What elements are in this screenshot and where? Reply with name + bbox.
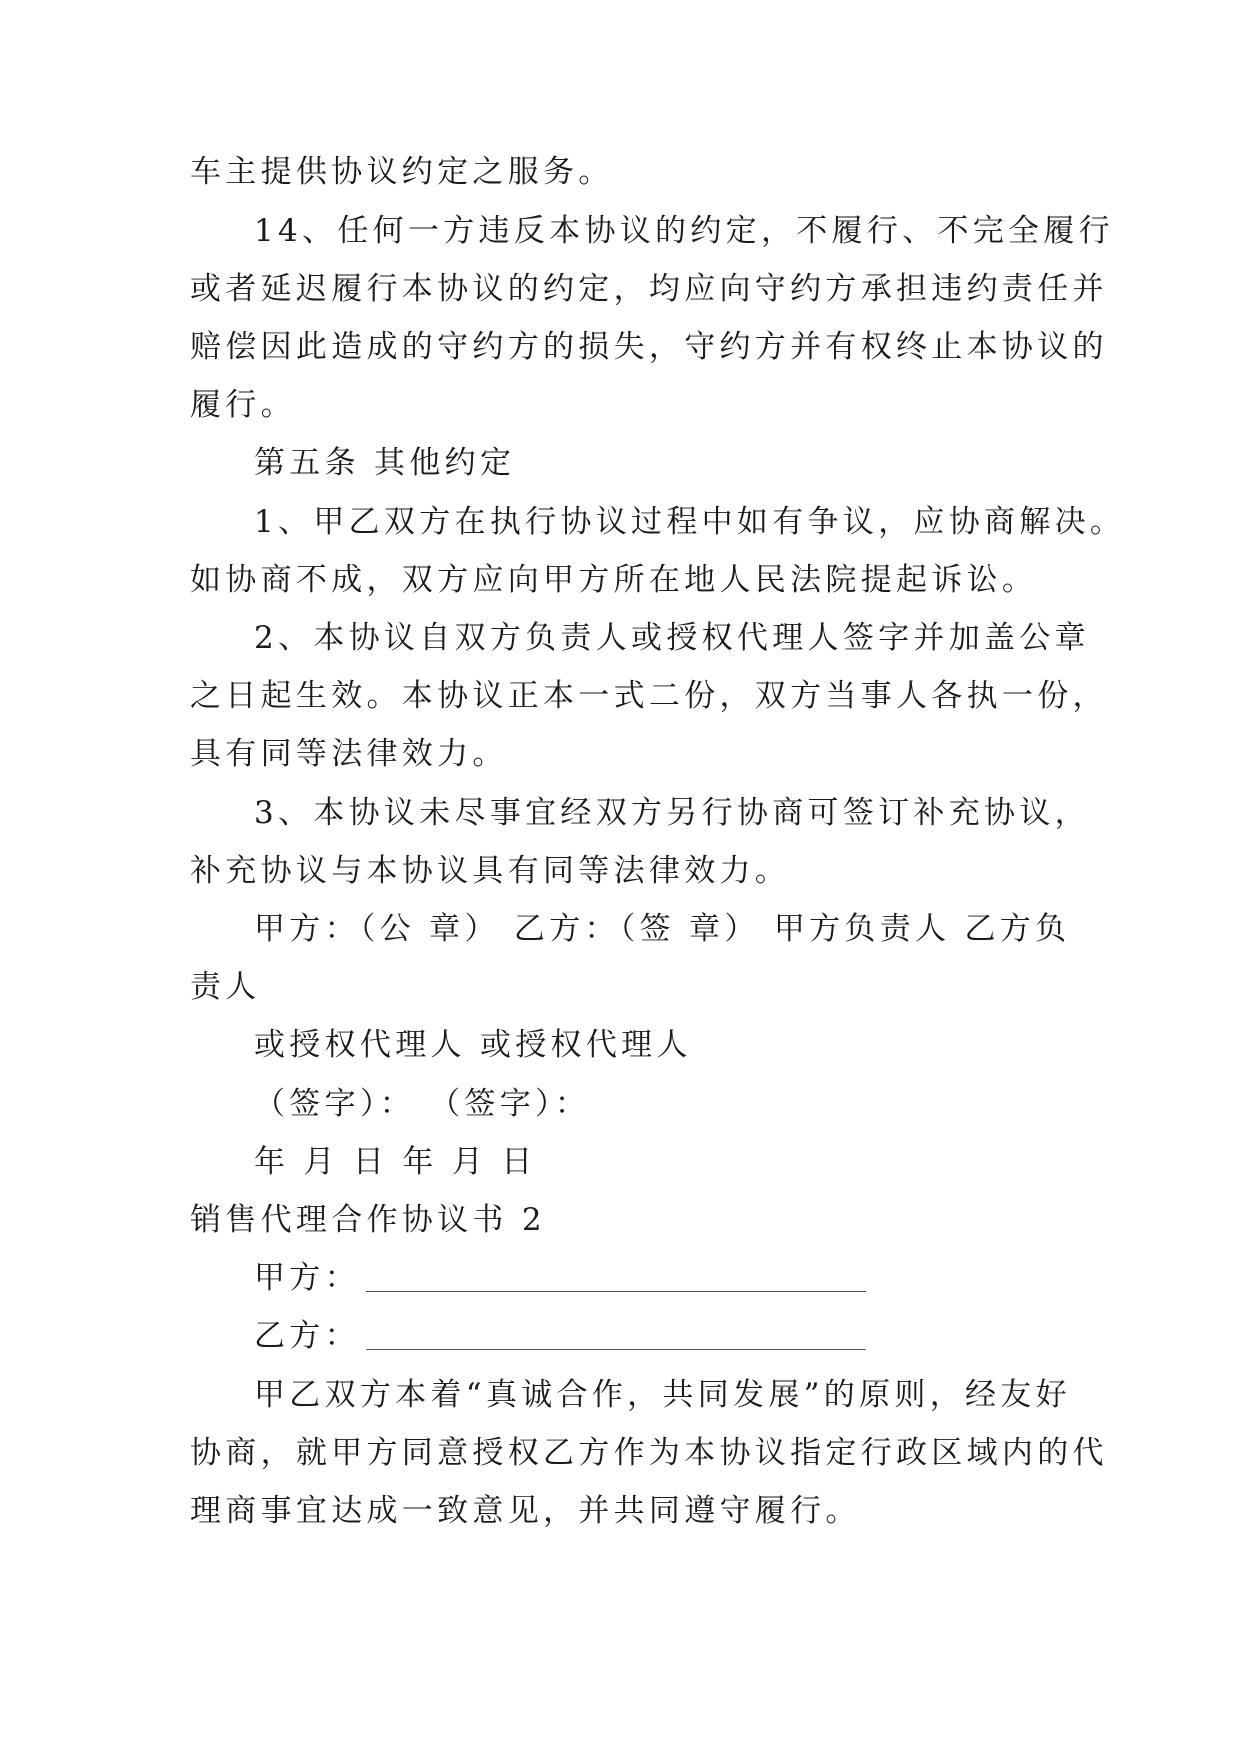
party-a-blank — [366, 1265, 866, 1292]
paragraph-line: 车主提供协议约定之服务。 — [190, 154, 614, 190]
signature-line: 或授权代理人 或授权代理人 — [254, 1027, 692, 1063]
date-line: 年 月 日 年 月 日 — [254, 1144, 537, 1180]
signature-line: 责人 — [190, 969, 261, 1005]
document-title: 销售代理合作协议书 2 — [190, 1202, 546, 1238]
signature-line: （签字）： （签字）： — [254, 1086, 591, 1122]
party-b-field — [254, 1316, 866, 1356]
paragraph-line: 赔偿因此造成的守约方的损失，守约方并有权终止本协议的 — [190, 329, 1108, 365]
paragraph-line: 如协商不成，双方应向甲方所在地人民法院提起诉讼。 — [190, 562, 1038, 598]
paragraph-line: 理商事宜达成一致意见，并共同遵守履行。 — [190, 1493, 861, 1529]
paragraph-line: 协商，就甲方同意授权乙方作为本协议指定行政区域内的代 — [190, 1435, 1108, 1471]
paragraph-line: 甲乙双方本着“真诚合作，共同发展”的原则，经友好 — [254, 1377, 1071, 1413]
party-a-label: 甲方： — [254, 1260, 360, 1296]
paragraph-line: 14、任何一方违反本协议的约定，不履行、不完全履行 — [254, 213, 1114, 249]
paragraph-line: 之日起生效。本协议正本一式二份，双方当事人各执一份， — [190, 678, 1108, 714]
paragraph-line: 补充协议与本协议具有同等法律效力。 — [190, 853, 791, 889]
section-heading: 第五条 其他约定 — [254, 445, 516, 481]
paragraph-line: 1、甲乙双方在执行协议过程中如有争议，应协商解决。 — [254, 504, 1126, 540]
paragraph-line: 3、本协议未尽事宜经双方另行协商可签订补充协议， — [254, 795, 1090, 831]
paragraph-line: 履行。 — [190, 387, 296, 423]
party-b-blank — [366, 1323, 866, 1350]
party-b-label: 乙方： — [254, 1318, 360, 1354]
paragraph-line: 2、本协议自双方负责人或授权代理人签字并加盖公章 — [254, 620, 1090, 656]
party-a-field — [254, 1258, 866, 1298]
paragraph-line: 或者延迟履行本协议的约定，均应向守约方承担违约责任并 — [190, 271, 1108, 307]
paragraph-line: 具有同等法律效力。 — [190, 736, 508, 772]
signature-line: 甲方：（公 章） 乙方：（签 章） 甲方负责人 乙方负 — [254, 911, 1071, 947]
document-page — [190, 0, 1126, 1754]
